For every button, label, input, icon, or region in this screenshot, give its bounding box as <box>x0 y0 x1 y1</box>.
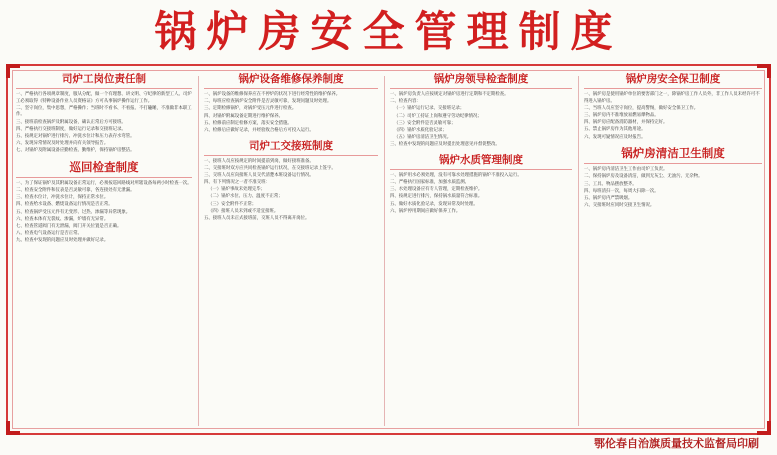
rule-item: 二、坚守岗位，集中思想，严格操作；当班时不看书、不看报、不打瞌睡，不准做非本职工作。 <box>16 105 192 118</box>
rule-section <box>204 139 378 223</box>
rule-item: 五、禁止锅炉房作为其他用途。 <box>584 127 646 133</box>
rule-item: 一、锅炉设备的维修保养应在不停炉的状况下进行经常性的维护保养。 <box>204 92 341 97</box>
section-items <box>584 92 762 141</box>
section-title: 锅炉房安全保卫制度 <box>584 72 762 89</box>
section-title: 锅炉房清洁卫生制度 <box>584 145 762 164</box>
column-3 <box>390 72 572 430</box>
rule-item: 三、接班前检查锅炉及附属设备，确认正常后方可接班。 <box>16 119 126 125</box>
rule-item: 二、每班应检查锅炉安全附件是否灵敏可靠，发现问题及时处理。 <box>204 99 332 105</box>
column-divider <box>384 76 385 426</box>
rule-item: （三）安全附件是否灵敏可靠； <box>394 120 456 126</box>
rule-item: 一、严格执行各项规章制度，服从分配，做一个有理想、讲文明、守纪律的新型工人。司炉工必须取得《特种设备作业人员资格证》方可从事锅炉操作运行工作。 <box>16 92 192 104</box>
rule-item: （三）安全附件不正常； <box>208 201 257 207</box>
rule-item: 四、有下列情况之一者不准交班： <box>204 180 270 186</box>
column-4 <box>584 72 762 430</box>
rule-item: 三、定期检修锅炉，对锅炉受压元件进行检查。 <box>204 106 297 112</box>
section-items <box>390 173 572 216</box>
section-title: 锅炉水质管理制度 <box>390 153 572 170</box>
rule-item: 六、检查本体有无裂纹、渗漏，炉墙有无异常。 <box>16 216 109 222</box>
rule-item: 三、交班人员应向接班人员交代清楚本班设备运行情况。 <box>204 172 314 178</box>
rule-item: 四、按规定进行排污，保持锅水质量符合标准。 <box>390 194 483 200</box>
rule-item: 五、检修前应制定检修方案，落实安全措施。 <box>204 120 292 126</box>
section-title: 司炉工交接班制度 <box>204 139 378 156</box>
section-items <box>16 181 192 245</box>
rule-item: 六、检修后应做好记录，并经验收合格后方可投入运行。 <box>204 127 314 133</box>
section-title: 锅炉设备维修保养制度 <box>204 72 378 89</box>
rule-item: （五）锅炉房清洁卫生情况。 <box>394 135 452 141</box>
rule-item: 九、检查中发现的问题应及时处理并做好记录。 <box>16 238 109 244</box>
rule-item: 二、交接班时双方应共同检查锅炉运行状况，在交接班记录上签字。 <box>204 165 336 171</box>
rule-item: 二、严格执行国家标准，加强水质监测。 <box>390 180 470 186</box>
rule-item: 四、对锅炉附属设备定期进行维护保养。 <box>204 113 284 119</box>
rule-item: （四）锅炉水质化验记录； <box>394 127 447 133</box>
rule-section <box>390 153 572 216</box>
section-title: 锅炉房领导检查制度 <box>390 72 572 89</box>
column-divider <box>578 76 579 426</box>
rule-item: 三、检查中发现的问题应及时提出处理意见并督促整改。 <box>390 142 500 148</box>
section-title: 司炉工岗位责任制 <box>16 72 192 89</box>
rule-section <box>204 72 378 135</box>
rule-item: 三、检查水位计，冲洗水位计，保持正常水位。 <box>16 195 109 201</box>
rule-item: 八、检查电气设备运行是否正常。 <box>16 231 82 237</box>
rule-item: 六、发现异常情况及时处理并向有关领导报告。 <box>16 141 109 147</box>
rule-section <box>584 72 762 141</box>
rule-item: 一、锅炉房负责人应按规定对锅炉房进行定期和不定期检查。 <box>390 92 509 97</box>
rule-section <box>390 72 572 149</box>
page-title: 锅炉房安全管理制度 <box>154 7 623 56</box>
rule-item: 四、严格执行交接班制度，做好运行记录和交接班记录。 <box>16 126 126 132</box>
column-1 <box>16 72 192 430</box>
rule-item: 一、锅炉房是使用锅炉单位的要害部门之一，除锅炉房工作人员外，非工作人员未经许可不得进入锅炉房。 <box>584 92 760 104</box>
rule-item: 四、锅炉房应配备消防器材，并保持完好。 <box>584 120 668 126</box>
rule-item: 二、当班人员应坚守岗位，提高警惕，做好安全保卫工作。 <box>584 105 699 111</box>
rule-item: 六、发现可疑情况应及时报告。 <box>584 134 646 140</box>
rule-section <box>16 72 192 155</box>
rule-item: 一、锅炉用水必须处理，没有可靠水处理措施的锅炉不准投入运行。 <box>390 172 522 178</box>
rule-item: 五、锅炉房内严禁吸烟。 <box>584 195 633 201</box>
rule-item: 一、为了保证锅炉及其附属设备正常运行，必须按巡回路线对所辖设备每两小时检查一次。 <box>16 180 192 186</box>
rule-item: 二、保持锅炉房及设备清洁，做到无灰尘、无油污、无杂物。 <box>584 174 703 180</box>
rule-item: 五、按规定对锅炉进行排污、冲洗水位计和压力表存水弯管。 <box>16 133 135 139</box>
rule-item: 四、每班清扫一次，每周大扫除一次。 <box>584 188 659 194</box>
rule-item: （二）司炉工持证上岗和遵守劳动纪律情况； <box>394 113 482 119</box>
rule-item: 七、对锅炉及附属设备应勤检查、勤维护，保持锅炉房整洁。 <box>16 148 135 154</box>
section-items <box>16 92 192 155</box>
rule-item: 三、水处理设备应有专人管理，定期检查维护。 <box>390 187 483 193</box>
rule-item: 三、锅炉房内不准堆放易燃易爆物品。 <box>584 112 659 118</box>
rule-section <box>584 145 762 210</box>
rule-item: 六、交接班时应同时交接卫生情况。 <box>584 203 655 209</box>
publisher-footer: 鄂伦春自治旗质量技术监督局印刷 <box>594 437 759 450</box>
rule-item: 二、检查安全附件和仪表是否灵敏可靠，各连接处有无泄漏。 <box>16 188 135 194</box>
section-items <box>584 167 762 210</box>
rule-item: 五、检查锅炉受压元件有无变形、过热、渗漏等异常现象。 <box>16 209 131 215</box>
rule-item: 五、做好水质化验记录，发现异常及时处理。 <box>390 201 478 207</box>
rule-item: 一、接班人员应按规定的时间提前到岗，做好接班准备。 <box>204 158 314 164</box>
section-items <box>390 92 572 149</box>
section-items <box>204 92 378 135</box>
rule-item: 二、检查内容： <box>390 99 421 105</box>
rule-item: （二）锅炉水位、压力、温度不正常； <box>208 194 283 200</box>
section-items <box>204 159 378 223</box>
rule-item: 七、检查管道阀门有无泄漏，阀门开关位置是否正确。 <box>16 224 122 230</box>
rule-item: 五、接班人员未正式接班前，交班人员不得离开岗位。 <box>204 216 310 222</box>
column-2 <box>204 72 378 430</box>
rule-item: （一）锅炉事故未处理完毕； <box>208 187 266 193</box>
section-title: 巡回检查制度 <box>16 159 192 178</box>
rule-item: 六、锅炉停用期间应做好保养工作。 <box>390 208 461 214</box>
rule-item: 四、检查给水设备、燃烧设备运行情况是否正常。 <box>16 202 113 208</box>
column-divider <box>198 76 199 426</box>
rule-item: 一、锅炉房内清洁卫生工作由司炉工负责。 <box>584 167 668 173</box>
rule-item: （一）锅炉运行记录、交接班记录； <box>394 106 465 112</box>
rule-item: 三、工具、物品摆放整齐。 <box>584 181 637 187</box>
rule-item: （四）接班人员未到或不适宜接班。 <box>208 208 279 214</box>
rule-section <box>16 159 192 245</box>
